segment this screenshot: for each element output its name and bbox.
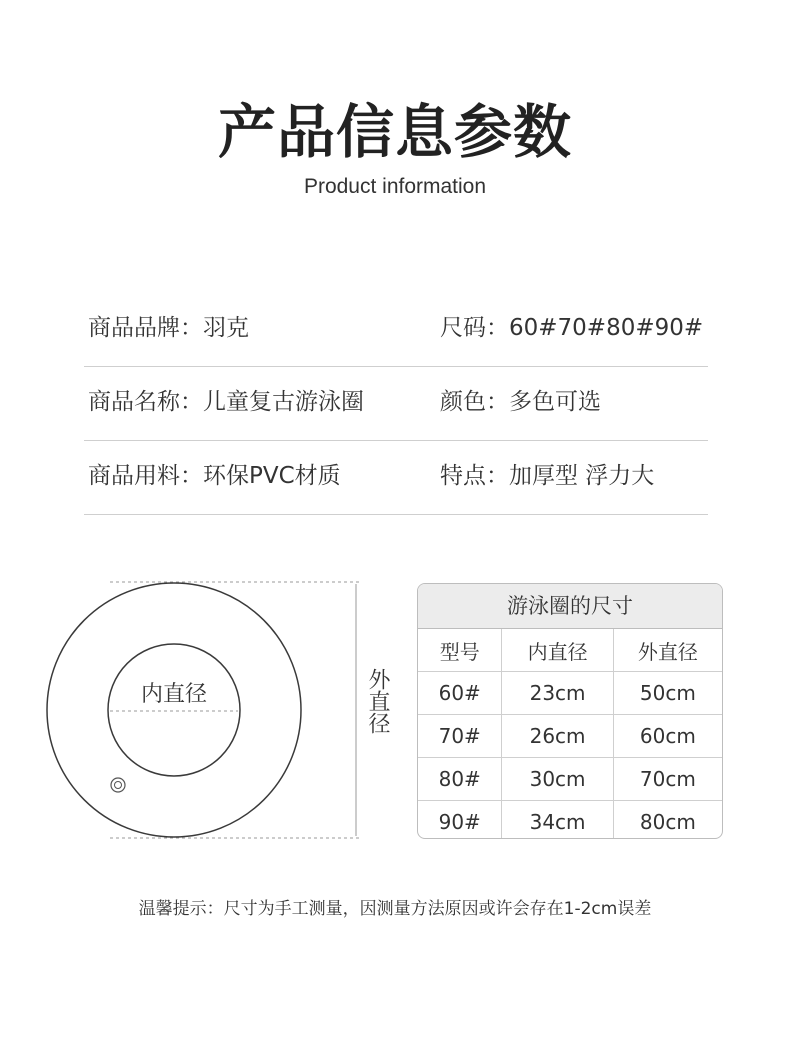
swim-ring-diagram <box>0 570 410 860</box>
spec-brand: 商品品牌：羽克 <box>88 315 249 341</box>
size-table-caption: 游泳圈的尺寸 <box>418 584 722 629</box>
spec-row <box>84 292 708 367</box>
model-cell: 80# <box>418 758 502 800</box>
inner-diameter-cell: 26cm <box>502 715 613 757</box>
swim-ring-illustration <box>0 570 410 860</box>
table-row <box>418 758 722 801</box>
outer-diameter-cell: 60cm <box>639 724 696 748</box>
spec-row <box>84 440 708 515</box>
table-row <box>418 715 722 758</box>
page-subtitle: Product information <box>303 175 487 198</box>
model-cell: 90# <box>418 801 502 839</box>
outer-diameter-cell: 80cm <box>639 810 696 834</box>
header-cell-inner-diameter: 内直径 <box>502 629 613 671</box>
inner-diameter-cell: 30cm <box>502 758 613 800</box>
inner-diameter-cell: 34cm <box>502 801 613 839</box>
spec-size: 尺码：60#70#80#90# <box>440 315 704 341</box>
page-title: 产品信息参数 <box>217 98 572 166</box>
header-cell-model: 型号 <box>418 629 502 671</box>
spec-product-name: 商品名称：儿童复古游泳圈 <box>88 389 364 415</box>
table-row <box>418 672 722 715</box>
size-table <box>417 583 723 839</box>
inner-diameter-cell: 23cm <box>502 672 613 714</box>
footer-note: 温馨提示：尺寸为手工测量，因测量方法原因或许会存在1-2cm误差 <box>138 899 652 919</box>
outer-diameter-cell: 70cm <box>639 767 696 791</box>
spec-row <box>84 366 708 441</box>
inner-diameter-label: 内直径 <box>140 682 207 707</box>
model-cell: 70# <box>418 715 502 757</box>
spec-feature: 特点：加厚型 浮力大 <box>440 463 655 489</box>
air-valve-core-icon <box>115 782 122 789</box>
spec-color: 颜色：多色可选 <box>440 389 601 415</box>
spec-material: 商品用料：环保PVC材质 <box>88 463 341 489</box>
outer-diameter-cell: 50cm <box>639 681 696 705</box>
model-cell: 60# <box>418 672 502 714</box>
table-row <box>418 801 722 839</box>
outer-diameter-label: 外直径 <box>365 668 390 734</box>
header-cell-outer-diameter: 外直径 <box>637 639 698 664</box>
size-table-header-row <box>418 629 722 672</box>
